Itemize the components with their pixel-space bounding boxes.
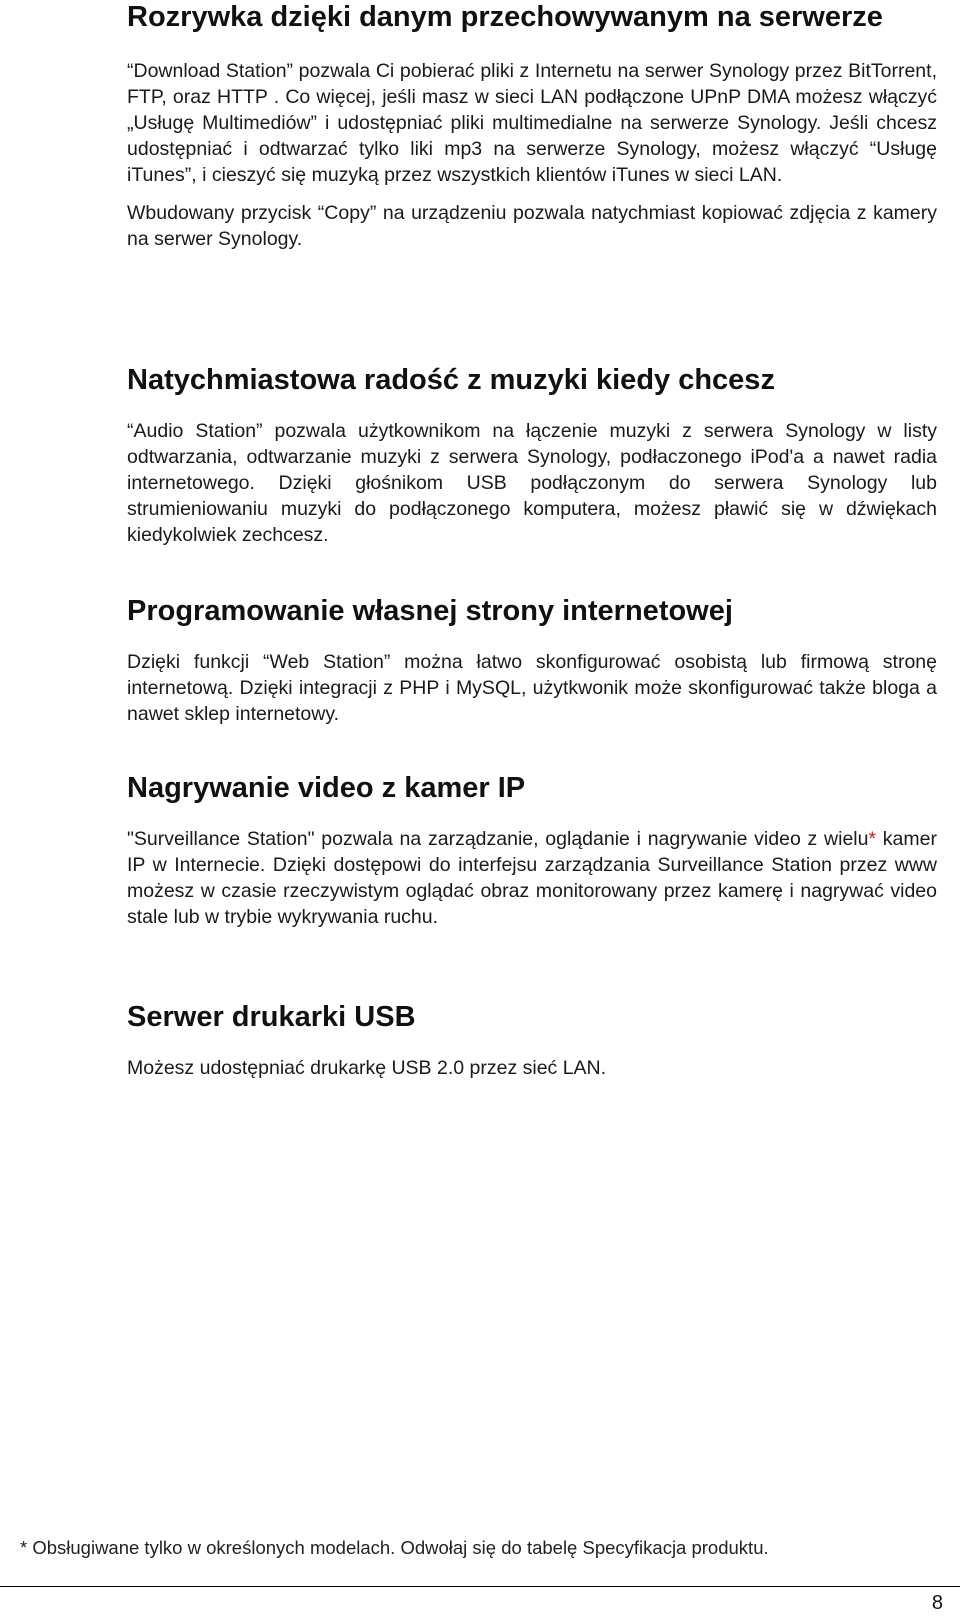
footnote: * Obsługiwane tylko w określonych modelach. Odwołaj się do tabelę Specyfikacja produktu. [20,1537,769,1558]
section-audio-station [127,363,937,548]
footer-divider [0,1586,960,1587]
section-usb-printer [127,1000,937,1081]
section-heading: Nagrywanie video z kamer IP [127,772,526,804]
footnote-marker: * [868,828,877,850]
section-paragraph: Wbudowany przycisk “Copy” na urządzeniu pozwala natychmiast kopiować zdjęcia z kamery na serwer Synology. [127,202,937,250]
section-paragraph: Możesz udostępniać drukarkę USB 2.0 przez sieć LAN. [127,1057,607,1079]
section-paragraph [127,826,937,930]
section-paragraph: Dzięki funkcji “Web Station” można łatwo skonfigurować osobistą lub firmową stronę internetową. Dzięki integracji z PHP i MySQL, użytkwonik może skonfigurować także bloga a nawet sklep internetowy. [127,651,937,725]
paragraph-text-after-star: kamer IP w Internecie. Dzięki dostępowi do interfejsu zarządzania Surveillance Station przez www możesz w czasie rzeczywistym oglądać obraz monitorowany przez kamerę i nagrywać video stale lub w trybie wykrywania ruchu. [127,828,937,928]
section-heading: Programowanie własnej strony internetowej [127,595,733,627]
section-paragraph: “Audio Station” pozwala użytkownikom na łączenie muzyki z serwera Synology w listy odtwarzania, odtwarzanie muzyki z serwera Synology, podłaczonego iPod'a a nawet radia internetowego. Dzięki głośnikom USB podłączonym do serwera Synology lub strumieniowaniu muzyki do podłączonego komputera, możesz pławić się w dźwiękach kiedykolwiek zechcesz. [127,420,937,546]
section-web-station [127,594,937,727]
section-surveillance-station [127,771,937,930]
section-heading: Rozrywka dzięki danym przechowywanym na serwerze [127,1,883,33]
section-paragraph: “Download Station” pozwala Ci pobierać pliki z Internetu na serwer Synology przez BitTorrent, FTP, oraz HTTP . Co więcej, jeśli masz w sieci LAN podłączone UPnP DMA możesz włączyć „Usługę Multimediów” i udostępniać pliki multimedialne na serwerze Synology. Jeśli chcesz udostępniać i odtwarzać tylko liki mp3 na serwerze Synology, możesz włączyć “Usługę iTunes”, i cieszyć się muzyką przez wszystkich klientów iTunes w sieci LAN. [127,60,937,186]
section-heading: Serwer drukarki USB [127,1001,416,1033]
section-entertainment [127,0,937,252]
paragraph-text-before-star: "Surveillance Station" pozwala na zarządzanie, oglądanie i nagrywanie video z wielu [127,828,869,850]
page-number: 8 [931,1592,943,1614]
section-heading: Natychmiastowa radość z muzyki kiedy chcesz [127,364,775,396]
